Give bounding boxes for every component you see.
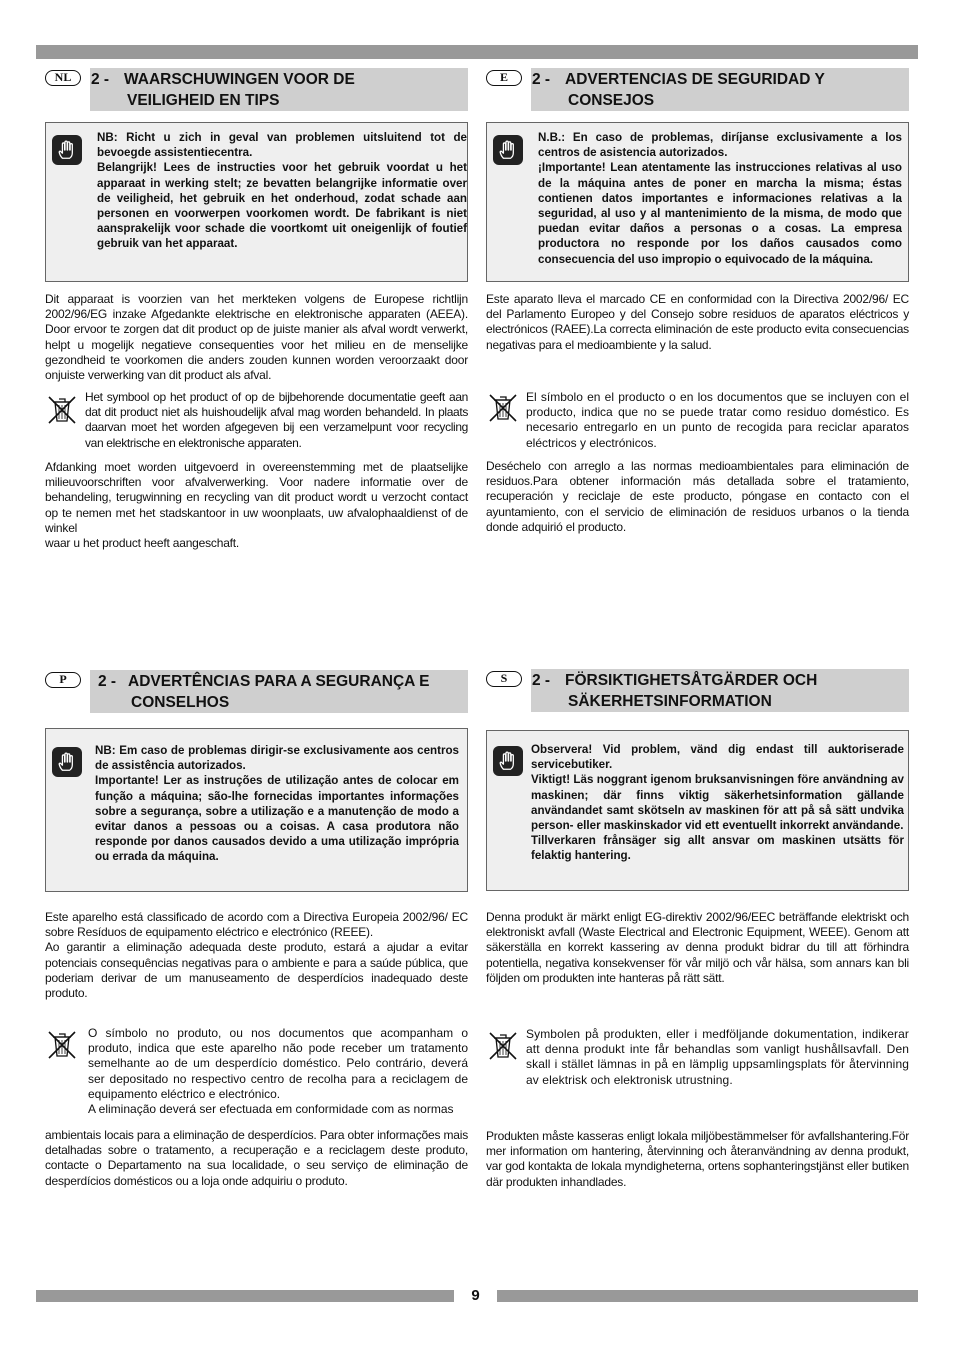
heading-line1: WAARSCHUWINGEN VOOR DE (124, 71, 355, 88)
warning-text: Observera! Vid problem, vänd dig endast till auktoriserade servicebutiker. Viktigt! Läs noggrant igenom bruksanvisningen före användning av maskinen; där finns viktig säkerhetsinformation gällande användandet samt skötseln av maskinen för att på så sätt undvika person- eller maskinskador vid ett eventuellt inkorrekt användande. Tillverkaren frånsäger sig allt ansvar om maskinen utsätts för felaktig hantering. (531, 743, 904, 863)
section-heading-nl (90, 68, 468, 111)
stop-hand-icon (52, 135, 82, 165)
bottom-rule-left (36, 1290, 454, 1302)
bin-symbol-text: El símbolo en el producto o en los documentos que se incluyen con el producto, indica que no se puede tratar como residuo doméstico. Es necesario entregarlo en un punto de recogida para reciclar aparatos eléctricos y electrónicos. (526, 390, 909, 450)
bottom-rule-right (497, 1290, 918, 1302)
warning-box-p (45, 728, 468, 892)
heading-line2: CONSEJOS (568, 92, 655, 109)
stop-hand-icon (493, 135, 523, 165)
top-rule (36, 45, 918, 59)
stop-hand-icon (493, 746, 523, 776)
disposal-paragraph: Produkten måste kasseras enligt lokala miljöbestämmelser för avfallshantering.För mer information om hantering, återvinning och återanvändning av denna produkt, var god kontakta de lokala myndigheterna, ortens sophanteringstjänst eller butiken där produkten inhandlades. (486, 1129, 909, 1189)
stop-hand-icon (52, 747, 82, 777)
section-heading-s (531, 669, 909, 712)
warning-box-s (486, 730, 909, 891)
weee-paragraph: Denna produkt är märkt enligt EG-direktiv 2002/96/EEC beträffande elektriskt och elektroniskt avfall (Waste Electrical and Electronic Equipment, WEEE). Genom att säkerställa en korrekt kassering av denna produkt bidrar du till att förhindra potentiella, negativa konsekvenser för vår miljö och vår hälsa, som annars kan bli följden om produkten inte hanteras på rätt sätt. (486, 910, 909, 985)
weee-paragraph: Este aparato lleva el marcado CE en conformidad con la Directiva 2002/96/ EC del Parlamento Europeo y del Consejo sobre residuos de aparatos eléctricos y electrónicos (RAEE).La correcta eliminación de este producto evita consecuencias negativas para el medioambiente y la salud. (486, 292, 909, 352)
heading-number: 2 - (532, 71, 551, 88)
warning-text: N.B.: En caso de problemas, diríjanse exclusivamente a los centros de asistencia autorizados. ¡Importante! Lean atentamente las instrucciones relativas al uso de la máquina antes de poner en marcha la misma; éstas contienen datos importantes e informaciones relativas a la seguridad, al uso y al mantenimiento de la misma, de modo que puedan evitar daños a personas o a cosas. La empresa productora no responde por los daños causados como consecuencia del uso impropio o equivocado de la máquina. (538, 131, 902, 266)
crossed-bin-icon (486, 1029, 520, 1063)
disposal-paragraph: Deséchelo con arreglo a las normas medioambientales para eliminación de residuos.Para obtener información más detallada sobre el tratamiento, recuperación y reciclaje de este producto, póngase en contacto con el ayuntamiento, con el servicio de eliminación de residuos urbanos o la tienda donde adquirió el producto. (486, 459, 909, 534)
bin-symbol-text: Symbolen på produkten, eller i medföljande dokumentation, indikerar att denna produkt inte får behandlas som vanligt hushållsavfall. Den skall i stället lämnas in på en lämplig uppsamlingsplats för återvinning av elektrisk och elektronisk utrustning. (526, 1027, 909, 1087)
lang-badge-s: S (486, 671, 522, 687)
lang-badge-e: E (486, 70, 522, 86)
bin-symbol-text: O símbolo no produto, ou nos documentos que acompanham o produto, indica que este aparelho não pode receber um tratamento semelhante ao de um desperdício doméstico. Pelo contrário, deverá ser depositado no respectivo centro de recolha para a reciclagem de equipamento eléctrico e electrónico. A eliminação deverá ser efectuada em conformidade com as normas (88, 1026, 468, 1117)
section-heading-e (531, 68, 909, 111)
heading-number: 2 - (91, 71, 110, 88)
heading-number: 2 - (532, 672, 551, 689)
heading-line2: VEILIGHEID EN TIPS (127, 92, 280, 109)
crossed-bin-icon (486, 391, 520, 425)
page-number: 9 (471, 1287, 480, 1304)
heading-line1: ADVERTÊNCIAS PARA A SEGURANÇA E (128, 673, 430, 690)
crossed-bin-icon (45, 1028, 79, 1062)
bin-symbol-text: Het symbool op het product of op de bijbehorende documentatie geeft aan dat dit product niet als huishoudelijk afval mag worden behandeld. In plaats daarvan moet het worden afgegeven bij een verzamelpunt voor recycling van elektrische en elektronische apparaten. (85, 390, 468, 450)
lang-badge-p: P (45, 672, 81, 688)
crossed-bin-icon (45, 393, 79, 427)
warning-box-e (486, 122, 909, 282)
warning-box-nl (45, 122, 468, 282)
weee-paragraph: Este aparelho está classificado de acordo com a Directiva Europeia 2002/96/ EC sobre Resíduos de equipamento eléctrico e electrónico (REEE). Ao garantir a eliminação adequada deste produto, estará a ajudar a evitar potenciais consequências negativas para o ambiente e para a saúde pública, que poderiam derivar de um manuseamento de desperdícios inadequado deste produto. (45, 910, 468, 1001)
warning-text: NB: Richt u zich in geval van problemen uitsluitend tot de bevoegde assistentiecentra. Belangrijk! Lees de instructies voor het gebruik voordat u het apparaat in werking stelt; ze bevatten belangrijke informatie over de veiligheid, het gebruik en het onderhoud, zodat schade aan personen en voorwerpen voorkomen wordt. De fabrikant is niet aansprakelijk voor schade die voortkomt uit oneigenlijk of foutief gebruik van het apparaat. (97, 131, 467, 251)
weee-paragraph: Dit apparaat is voorzien van het merkteken volgens de Europese richtlijn 2002/96/EG inzake Afgedankte elektrische en elektronische apparaten (AEEA). Door ervoor te zorgen dat dit product op de juiste manier als afval wordt verwerkt, helpt u mogelijk negatieve consequenties voor het milieu en de menselijke gezondheid te voorkomen die anders zouden kunnen worden veroorzaakt door onjuiste verwerking van dit product als afval. (45, 292, 468, 383)
disposal-paragraph: ambientais locais para a eliminação de desperdícios. Para obter informações mais detalhadas sobre o tratamento, a recuperação e a reciclagem deste produto, contacte o Departamento na sua localidade, o seu serviço de eliminação de desperdícios domésticos ou a loja onde adquiriu o produto. (45, 1128, 468, 1188)
lang-badge-nl: NL (45, 70, 81, 86)
heading-line2: SÄKERHETSINFORMATION (568, 693, 772, 710)
heading-line1: ADVERTENCIAS DE SEGURIDAD Y (565, 71, 825, 88)
warning-text: NB: Em caso de problemas dirigir-se exclusivamente aos centros de assistência autorizados. Importante! Ler as instruções de utilização antes de colocar em função a máquina; são-lhe fornecidas importantes informações sobre a segurança, sobre a utilização e a manutenção de modo a evitar danos a pessoas ou a coisas. A casa produtora não responde por danos causados devido a uma utilização imprópria ou errada da máquina. (95, 744, 459, 864)
disposal-paragraph: Afdanking moet worden uitgevoerd in overeenstemming met de plaatselijke milieuvoorschriften voor afvalverwerking. Voor nadere informatie over de behandeling, terugwinning en recycling van dit product wordt u verzocht contact op te nemen met het stadskantoor in uw woonplaats, uw afvalophaaldienst of de winkel waar u het product heeft aangeschaft. (45, 460, 468, 551)
section-heading-p (90, 670, 468, 713)
heading-line2: CONSELHOS (131, 694, 230, 711)
heading-line1: FÖRSIKTIGHETSÅTGÄRDER OCH (565, 672, 818, 689)
heading-number: 2 - (98, 673, 117, 690)
